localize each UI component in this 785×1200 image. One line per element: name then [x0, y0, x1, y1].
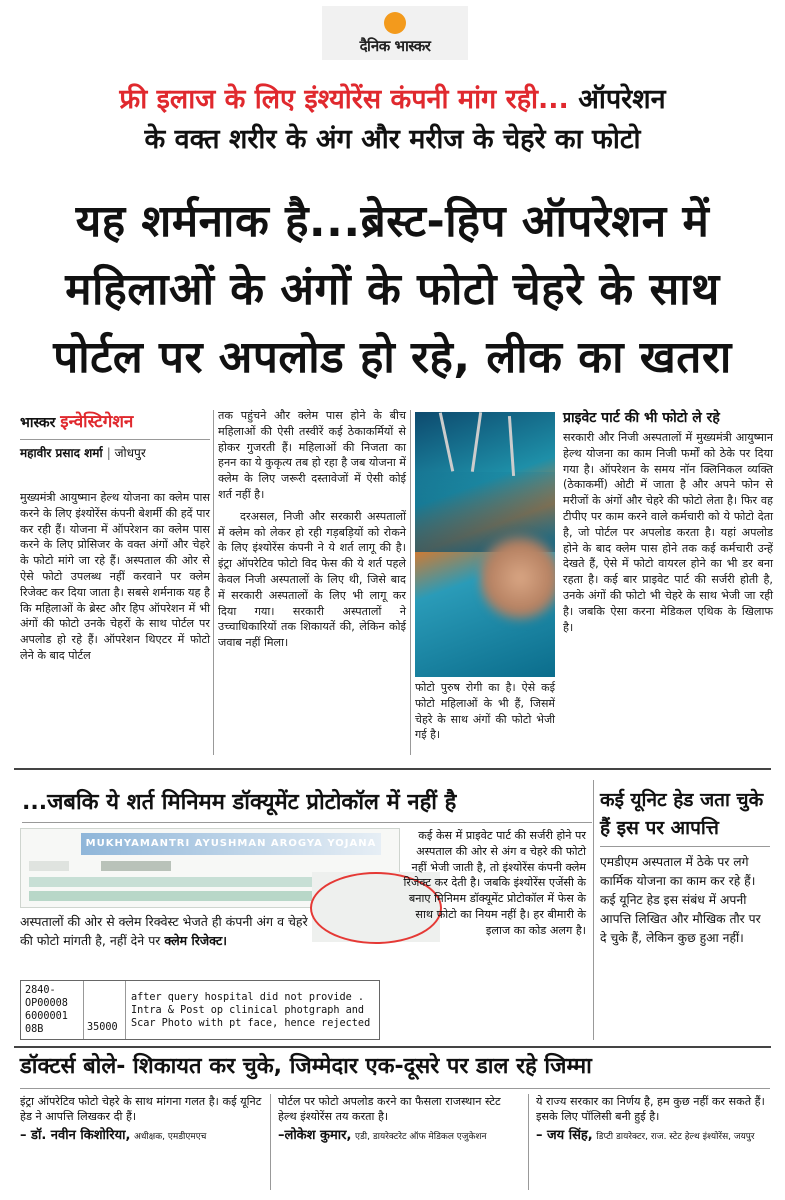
section-divider: [14, 768, 771, 770]
quote-name: – डॉ. नवीन किशोरिया,: [20, 1128, 131, 1143]
document-caption-bold: क्लेम रिजेक्ट।: [164, 933, 227, 948]
unit-head-heading: कई यूनिट हेड जता चुके हैं इस पर आपत्ति: [600, 789, 764, 839]
rejection-table-image: [20, 980, 380, 1040]
column-divider: [410, 410, 411, 755]
byline-author: महावीर प्रसाद शर्मा: [20, 446, 103, 460]
byline-author-line: महावीर प्रसाद शर्मा | जोधपुर: [20, 446, 146, 460]
quote-card: [536, 1094, 772, 1145]
quote-text: इंट्रा ऑपरेटिव फोटो चेहरे के साथ मांगना गलत है। कई यूनिट हेड ने आपत्ति लिखकर दी हैं।: [20, 1095, 262, 1123]
doctors-divider: [20, 1088, 770, 1089]
claim-id-cell: [25, 984, 81, 1036]
quote-name: –लोकेश कुमार,: [278, 1128, 352, 1143]
quote-text: ये राज्य सरकार का निर्णय है, हम कुछ नहीं कर सकते हैं। इसके लिए पॉलिसी बनी हुई है।: [536, 1095, 765, 1123]
headline-line-2: महिलाओं के अंगों के फोटो चेहरे के साथ: [65, 264, 720, 315]
masthead-name: दैनिक भास्कर: [359, 37, 431, 55]
document-banner: MUKHYAMANTRI AYUSHMAN AROGYA YOJANA: [81, 833, 381, 855]
byline-label-red: इन्वेस्टिगेशन: [60, 412, 134, 432]
claim-id-line: 6000001: [25, 1011, 68, 1022]
headline-line-3: पोर्टल पर अपलोड हो रहे, लीक का खतरा: [53, 332, 732, 383]
quote-text: पोर्टल पर फोटो अपलोड करने का फैसला राजस्थान स्टेट हेल्थ इंश्योरेंस तय करता है।: [278, 1095, 501, 1123]
protocol-divider: [22, 822, 592, 823]
private-part-section: [563, 408, 773, 635]
protocol-text: कई केस में प्राइवेट पार्ट की सर्जरी होने पर अस्पताल की ओर से अंग व चेहरे की फोटो नहीं भेजी जाती है, तो इंश्योरेंस कंपनी क्लेम रिजेक्ट कर देती है। जबकि इंश्योरेंस एजेंसी के बनाए मिनिमम डॉक्यूमेंट प्रोटोकॉल में फेस के साथ फोटो का नियम नहीं है। हर बीमारी के इलाज का कोड अलग है।: [403, 829, 586, 937]
claim-id-line: 08B: [25, 1024, 44, 1035]
section-divider: [14, 1046, 771, 1048]
private-part-heading: प्राइवेट पार्ट की भी फोटो ले रहे: [563, 410, 720, 426]
private-part-text: सरकारी और निजी अस्पतालों में मुख्यमंत्री आयुष्मान हेल्थ योजना का काम निजी फर्मों को ठेके पर दिया गया है। ऑपरेशन के समय नॉन क्लिनिकल व्यक्ति (ठेकाकर्मी) ओटी में जाता है और अपने फोन से मरीजों के अंगों और चेहरे की फोटो लेता है। फिर वह टीपीए पर काम करने वाले कर्मचारी को ये फोटो देता है, जो पोर्टल पर अपलोड करता है। यहां अपलोड होने के बाद क्लेम पास होने तक कई कर्मचारी उन्हें देखते हैं, ऐसे में फोटो वायरल होने का भी डर बना रहता है। कई बार प्राइवेट पार्ट की सर्जरी होती है, उनके अंगों की फोटो भी चेहरे के साथ भेजी जा रही है। जबकि ऐसा करना मेडिकल एथिक के खिलाफ है।: [563, 431, 773, 634]
photo-caption: फोटो पुरुष रोगी का है। ऐसे कई फोटो महिलाओं के भी हैं, जिसमें चेहरे के साथ अंगों की फोटो भेजी गई है।: [415, 681, 555, 742]
quote-role: एडी, डायरेक्टरेट ऑफ मेडिकल एजुकेशन: [354, 1132, 487, 1142]
document-caption-text: अस्पतालों की ओर से क्लेम रिक्वेस्ट भेजते ही कंपनी अंग व चेहरे की फोटो मांगती है, नहीं देने पर: [20, 914, 308, 948]
kicker-line-1: [10, 80, 775, 120]
quote-name: – जय सिंह,: [536, 1128, 593, 1143]
column-divider: [213, 410, 214, 755]
article-column-1: मुख्यमंत्री आयुष्मान हेल्थ योजना का क्लेम पास करने के लिए इंश्योरेंस कंपनी बेशर्मी की हदें पार कर रही हैं। योजना में ऑपरेशन का क्लेम पास करने के लिए प्रोसिजर के वक्त अंगों और चेहरे के फोटो मांगे जा रहे हैं। अस्पताल की ओर से ऐसे फोटो उपलब्ध नहीं करवाने पर क्लेम रिजेक्ट कर दिया जाता है। सबसे शर्मनाक यह है कि महिलाओं के ब्रेस्ट और हिप ऑपरेशन में भी अंगों की फोटो उनके चेहरों के साथ पोर्टल पर अपलोड हो रहे हैं। ऑपरेशन थिएटर में फोटो लेने के बाद पोर्टल: [20, 491, 210, 662]
column-2-para-1: तक पहुंचने और क्लेम पास होने के बीच महिलाओं की ऐसी तस्वीरें कई ठेकाकर्मियों से होकर गुजरती हैं। महिलाओं की निजता का हनन का ये कुकृत्य तब हो रहा है जब योजना में क्लेम के लिए जरूरी दस्तावेजों में ऐसी कोई शर्त नहीं है।: [218, 409, 406, 501]
kicker-black-text: ऑपरेशन: [568, 84, 666, 115]
column-2-para-2: दरअसल, निजी और सरकारी अस्पतालों में क्लेम को लेकर हो रही गड़बड़ियों को रोकने के लिए इंश्योरेंस कंपनी ने ये शर्त लागू की है। इंट्रा ऑपरेटिव फोटो विद फेस की ये शर्त पहले केवल निजी अस्पतालों के लिए थी, जिसे बाद में सरकारी अस्पतालों के लिए भी लागू कर दिया गया। सरकारी अस्पतालों ने उच्चाधिकारियों तक शिकायतें की, लेकिन कोई जवाब नहीं मिला।: [218, 509, 406, 650]
kicker: [10, 80, 775, 160]
headline-line-1: यह शर्मनाक है...ब्रेस्ट-हिप ऑपरेशन में: [75, 196, 710, 247]
byline-location: जोधपुर: [114, 446, 146, 460]
protocol-heading: ...जबकि ये शर्त मिनिमम डॉक्यूमेंट प्रोटोकॉल में नहीं है: [22, 790, 457, 815]
quote-card: [278, 1094, 522, 1145]
quote-role: डिप्टी डायरेक्टर, राज. स्टेट हेल्थ इंश्योरेंस, जयपुर: [596, 1132, 755, 1142]
unit-head-box: [600, 786, 770, 948]
quote-card: [20, 1094, 265, 1145]
unit-head-text: एमडीएम अस्पताल में ठेके पर लगे कार्मिक योजना का काम कर रहे हैं। कई यूनिट हेड इस संबंध में अपनी आपत्ति लिखित और मौखिक तौर पर दे चुके हैं, लेकिन कुछ हुआ नहीं।: [600, 855, 761, 945]
surgery-photo: [415, 412, 555, 677]
claim-id-line: OP00008: [25, 998, 68, 1009]
kicker-red-text: फ्री इलाज के लिए इंश्योरेंस कंपनी मांग रही...: [119, 84, 569, 115]
document-caption: [20, 912, 310, 950]
blurred-face: [479, 532, 555, 624]
quote-role: अधीक्षक, एमडीएमएच: [134, 1132, 207, 1142]
headline: [6, 188, 779, 392]
column-divider: [593, 780, 594, 1040]
masthead-logo: [322, 6, 468, 60]
unit-head-divider: [600, 846, 770, 847]
claim-id-line: 2840-: [25, 985, 56, 996]
byline: [20, 412, 210, 461]
byline-divider: [20, 439, 210, 440]
kicker-line-2: के वक्त शरीर के अंग और मरीज के चेहरे का फोटो: [144, 124, 641, 155]
byline-label-black: भास्कर: [20, 415, 56, 431]
column-divider: [270, 1094, 271, 1190]
doctors-heading: डॉक्टर्स बोले- शिकायत कर चुके, जिम्मेदार एक-दूसरे पर डाल रहे जिम्मा: [20, 1054, 592, 1079]
byline-label: [20, 412, 210, 433]
rejection-remark: after query hospital did not provide . Intra & Post op clinical photgraph and Scar Photo with pt face, hence rejected: [131, 992, 371, 1029]
claim-amount: 35000: [87, 1022, 118, 1033]
article-column-2: [218, 408, 406, 651]
sun-logo-icon: [384, 12, 406, 34]
column-divider: [528, 1094, 529, 1190]
